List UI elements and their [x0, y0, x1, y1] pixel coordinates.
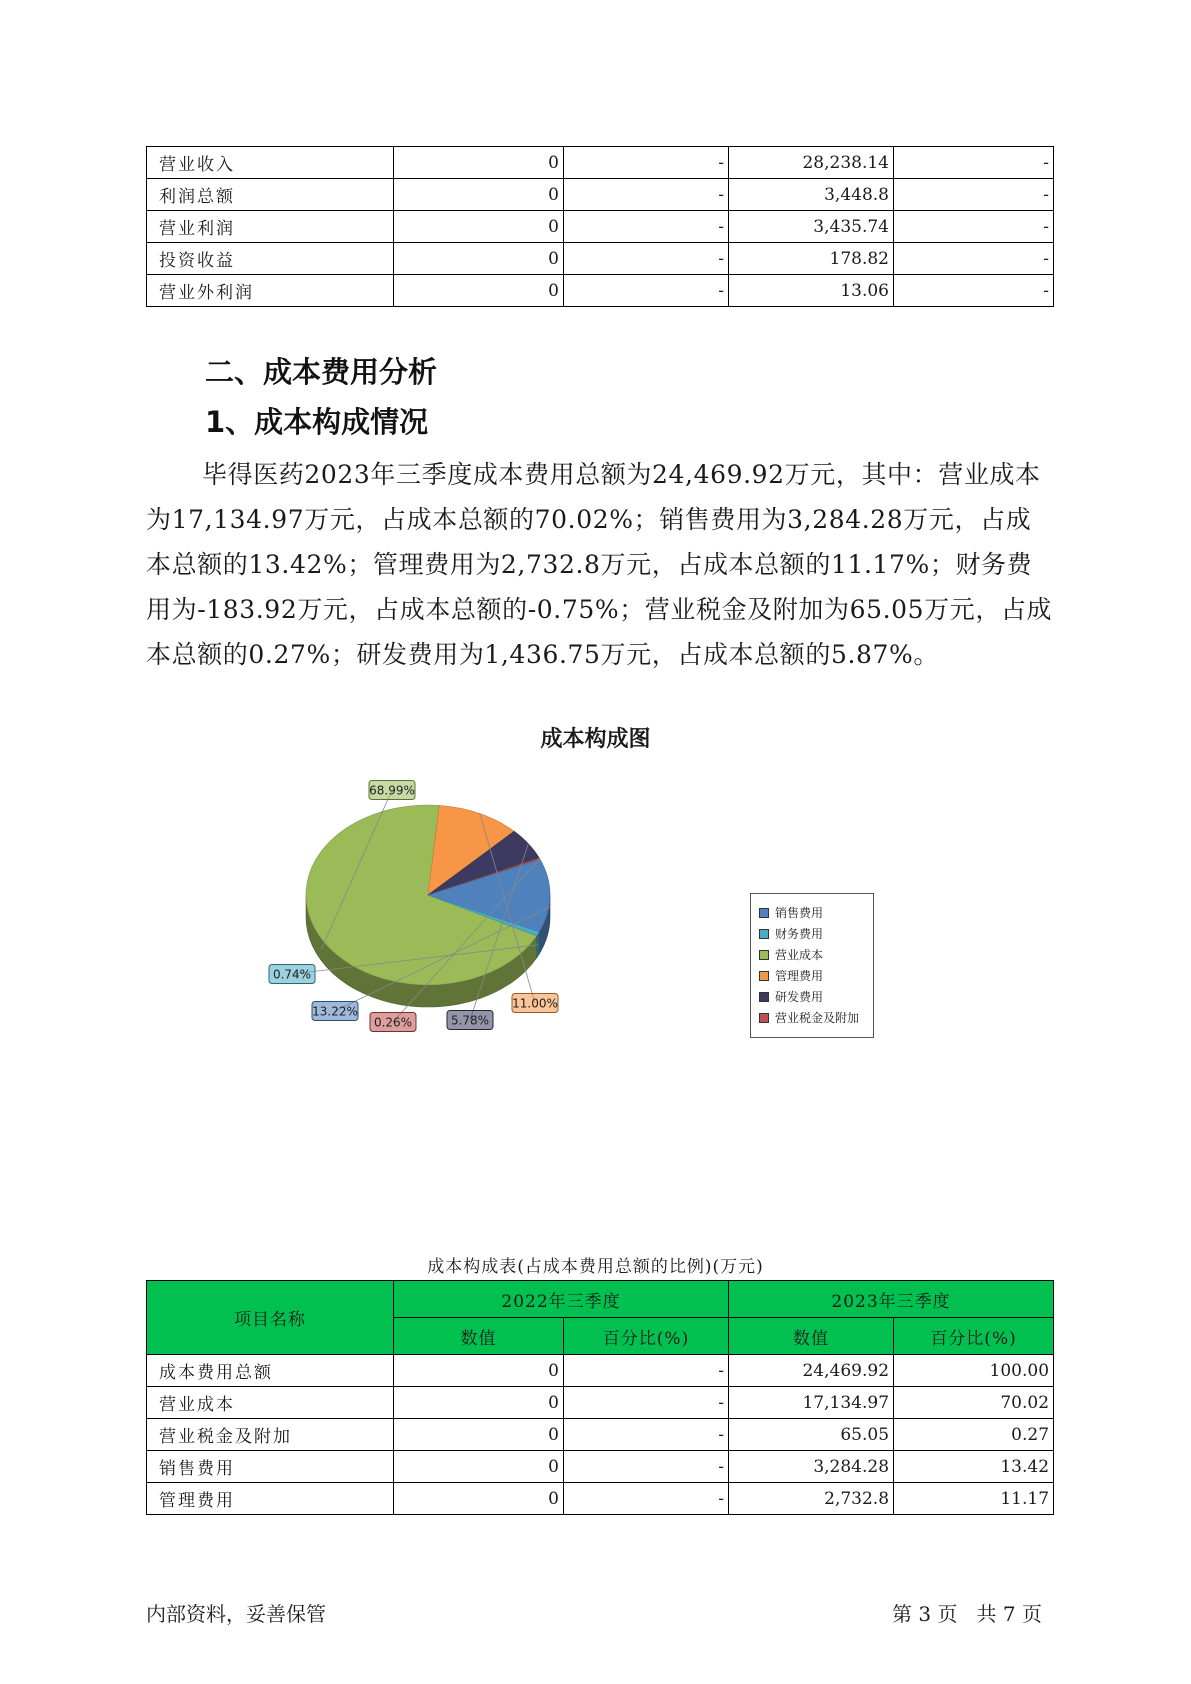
row-name: 管理费用 — [147, 1483, 394, 1515]
legend-label: 财务费用 — [775, 927, 824, 941]
pie-label: 68.99% — [369, 783, 415, 798]
header-2023-percent: 百分比(%) — [894, 1318, 1054, 1355]
percent-2023: - — [894, 275, 1054, 307]
value-2023: 3,448.8 — [729, 179, 894, 211]
header-2022: 2022年三季度 — [394, 1281, 729, 1318]
footer-confidential: 内部资料，妥善保管 — [146, 1602, 326, 1626]
legend-swatch — [759, 971, 769, 981]
percent-2022: - — [564, 1355, 729, 1387]
chart-title: 成本构成图 — [540, 727, 651, 752]
legend-item — [759, 944, 873, 965]
percent-2023: 11.17 — [894, 1483, 1054, 1515]
legend-item — [759, 986, 873, 1007]
value-2023: 17,134.97 — [729, 1387, 894, 1419]
value-2022: 0 — [394, 179, 564, 211]
percent-2022: - — [564, 211, 729, 243]
percent-2022: - — [564, 147, 729, 179]
chart-legend — [750, 893, 874, 1038]
value-2022: 0 — [394, 1451, 564, 1483]
pie-label: 13.22% — [312, 1004, 358, 1019]
table-row — [147, 1483, 1054, 1515]
cost-paragraph: 毕得医药2023年三季度成本费用总额为24,469.92万元，其中：营业成本为17,134.97万元，占成本总额的70.02%；销售费用为3,284.28万元，占成本总额的13.42%；管理费用为2,732.8万元，占成本总额的11.17%；财务费用为-183.92万元，占成本总额的-0.75%；营业税金及附加为65.05万元，占成本总额的0.27%；研发费用为1,436.75万元，占成本总额的5.87%。 — [146, 460, 1053, 669]
percent-2022: - — [564, 1483, 729, 1515]
legend-item — [759, 923, 873, 944]
header-2022-value: 数值 — [394, 1318, 564, 1355]
value-2022: 0 — [394, 211, 564, 243]
legend-swatch — [759, 908, 769, 918]
value-2023: 178.82 — [729, 243, 894, 275]
legend-item — [759, 965, 873, 986]
row-name: 营业成本 — [147, 1387, 394, 1419]
value-2023: 28,238.14 — [729, 147, 894, 179]
row-name: 投资收益 — [147, 243, 394, 275]
percent-2023: - — [894, 243, 1054, 275]
pie-label: 5.78% — [450, 1013, 490, 1028]
table-row — [147, 1355, 1054, 1387]
row-name: 利润总额 — [147, 179, 394, 211]
header-2023: 2023年三季度 — [729, 1281, 1054, 1318]
percent-2023: 100.00 — [894, 1355, 1054, 1387]
table-caption: 成本构成表(占成本费用总额的比例)(万元) — [427, 1257, 764, 1277]
value-2022: 0 — [394, 275, 564, 307]
value-2022: 0 — [394, 243, 564, 275]
pie-label: 11.00% — [512, 996, 558, 1011]
value-2023: 2,732.8 — [729, 1483, 894, 1515]
row-name: 营业外利润 — [147, 275, 394, 307]
value-2023: 3,435.74 — [729, 211, 894, 243]
percent-2022: - — [564, 1451, 729, 1483]
percent-2022: - — [564, 275, 729, 307]
section-heading: 二、成本费用分析 — [205, 355, 438, 389]
value-2022: 0 — [394, 1419, 564, 1451]
percent-2023: - — [894, 211, 1054, 243]
value-2023: 3,284.28 — [729, 1451, 894, 1483]
legend-swatch — [759, 950, 769, 960]
pie-label: 0.26% — [373, 1015, 413, 1030]
value-2022: 0 — [394, 1355, 564, 1387]
legend-label: 销售费用 — [775, 906, 824, 920]
legend-label: 营业成本 — [775, 948, 824, 962]
table-row — [147, 1419, 1054, 1451]
legend-item — [759, 1007, 873, 1028]
percent-2023: 0.27 — [894, 1419, 1054, 1451]
value-2022: 0 — [394, 147, 564, 179]
percent-2023: 70.02 — [894, 1387, 1054, 1419]
row-name: 营业利润 — [147, 211, 394, 243]
value-2023: 65.05 — [729, 1419, 894, 1451]
percent-2023: - — [894, 179, 1054, 211]
legend-label: 管理费用 — [775, 969, 824, 983]
percent-2022: - — [564, 1419, 729, 1451]
header-2022-percent: 百分比(%) — [564, 1318, 729, 1355]
legend-swatch — [759, 1013, 769, 1023]
header-2023-value: 数值 — [729, 1318, 894, 1355]
percent-2023: - — [894, 147, 1054, 179]
section-subheading: 1、成本构成情况 — [205, 405, 429, 439]
value-2022: 0 — [394, 1387, 564, 1419]
row-name: 销售费用 — [147, 1451, 394, 1483]
table-row — [147, 1451, 1054, 1483]
row-name: 成本费用总额 — [147, 1355, 394, 1387]
legend-label: 研发费用 — [775, 990, 824, 1004]
legend-swatch — [759, 992, 769, 1002]
legend-label: 营业税金及附加 — [775, 1011, 860, 1025]
footer-page-number: 第 3 页 共 7 页 — [892, 1602, 1042, 1626]
value-2023: 24,469.92 — [729, 1355, 894, 1387]
legend-swatch — [759, 929, 769, 939]
table-row — [147, 1387, 1054, 1419]
row-name: 营业收入 — [147, 147, 394, 179]
row-name: 营业税金及附加 — [147, 1419, 394, 1451]
value-2022: 0 — [394, 1483, 564, 1515]
pie-label: 0.74% — [272, 967, 312, 982]
header-item-name: 项目名称 — [147, 1281, 394, 1355]
legend-item — [759, 902, 873, 923]
value-2023: 13.06 — [729, 275, 894, 307]
cost-composition-table — [146, 1280, 1054, 1515]
percent-2022: - — [564, 243, 729, 275]
percent-2023: 13.42 — [894, 1451, 1054, 1483]
percent-2022: - — [564, 179, 729, 211]
percent-2022: - — [564, 1387, 729, 1419]
